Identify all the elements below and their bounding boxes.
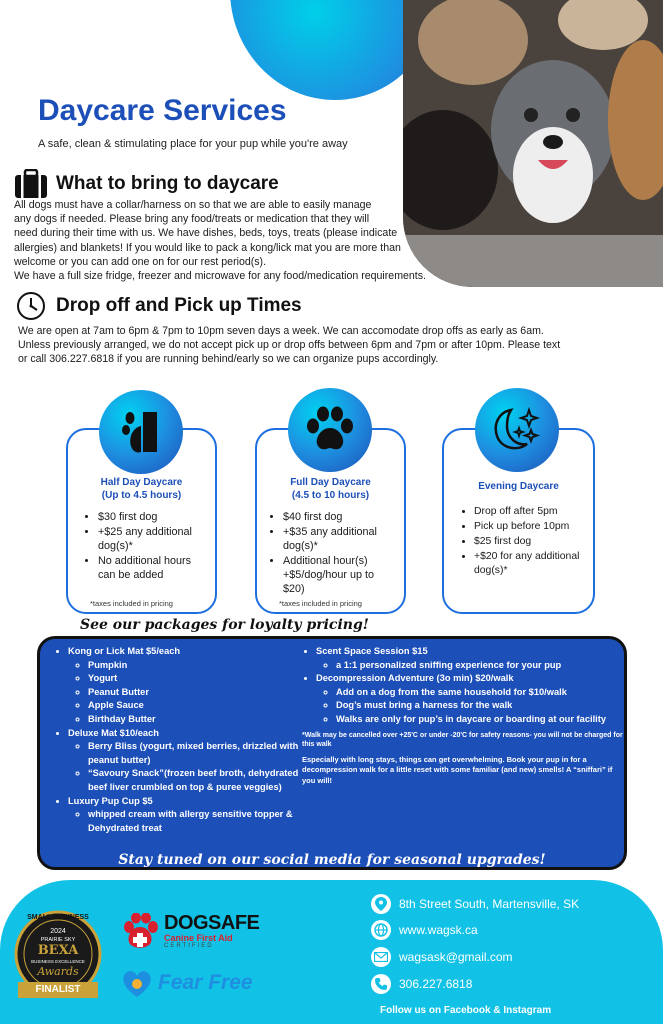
list-item: ◦ Dog’s must bring a harness for the walk [336,699,626,713]
list-item: • Drop off after 5pm [474,505,587,519]
list-item: • No additional hours can be added [98,554,209,582]
award-name: BEXA [37,943,79,958]
list-item: • $25 first dog [474,535,587,549]
list-item: ◦ Add on a dog from the same household for $10/walk [336,686,626,700]
packages-banner: See our packages for loyalty pricing! [80,617,369,633]
dogsafe-cert: CERTIFIED [164,943,214,949]
envelope-icon [371,947,391,967]
award-brand: PRAIRIE SKY [40,937,76,943]
stay-tuned-banner: Stay tuned on our social media for seasonal upgrades! [118,852,546,868]
package-decompression: • Decompression Adventure (3o min) $20/walk ◦ Add on a dog from the same household for $10/walk ◦ Dog’s must bring a harness for the walk ◦ Walks are only for pup’s in daycare or boarding at our facility [316,672,626,726]
contact-address [371,894,579,914]
list-item: ◦ Yogurt [88,672,318,686]
bring-line: need during their time with us. We have dishes, beds, toys, treats (please indicate [14,227,398,240]
times-heading: Drop off and Pick up Times [56,295,302,316]
heart-paw-icon [120,966,154,1000]
award-badge [10,908,106,1004]
card-title: Full Day Daycare [290,477,371,488]
walk-cancel-note: *Walk may be cancelled over +25'C or under -20'C for safety reasons- you will not be charged for this walk [302,731,623,749]
list-item: • +$35 any additional dog(s)* [283,525,398,553]
package-scent-space: • Scent Space Session $15 ◦ a 1:1 personalized sniffing experience for your pup [316,645,626,672]
bring-line: any dogs if needed. Please bring any food/treats or medication that they will [14,213,370,226]
fear-free-logo [120,966,253,1000]
half-paw-icon [99,390,183,474]
package-pup-cup: • Luxury Pup Cup $5 ◦ whipped cream with allergy sensitive topper & Dehydrated treat [68,795,318,836]
follow-us-text: Follow us on Facebook & Instagram [380,1005,552,1016]
packages-left-column [48,645,318,835]
list-item: ◦ whipped cream with allergy sensitive topper & Dehydrated treat [88,808,318,835]
website-link[interactable]: www.wagsk.ca [399,923,478,937]
card-list [474,505,587,578]
list-item: • $40 first dog [283,510,398,524]
card-subtitle: (Up to 4.5 hours) [101,490,182,501]
card-subtitle: (4.5 to 10 hours) [291,490,370,501]
list-item: • Additional hour(s) +$5/dog/hour up to $20) [283,554,398,596]
package-kong: • Kong or Lick Mat $5/each ◦ Pumpkin ◦ Yogurt ◦ Peanut Butter ◦ Apple Sauce ◦ Birthday Butter [68,645,318,727]
contact-website[interactable] [371,920,478,940]
decompression-info: Especially with long stays, things can get overwhelming. Book your pup in for a decompression walk for a little reset with some familiar (and new) smells! A “sniffari” if you will! [302,754,613,785]
bring-paragraph [14,198,454,283]
times-line: or call 306.227.6818 if you are running behind/early so we can organize pups accordingly. [18,353,439,366]
paw-icon [288,388,372,472]
clock-icon [14,290,48,322]
phone-icon [371,974,391,994]
contact-email[interactable] [371,947,513,967]
list-item: ◦ Walks are only for pup’s in daycare or boarding at our facility [336,713,626,727]
bring-line: allergies) and blankets! If you would like to pack a kong/lick mat you are more than [14,241,401,254]
card-title: Half Day Daycare [100,477,183,488]
email-link[interactable]: wagsask@gmail.com [399,950,513,964]
page-title: Daycare Services [38,94,287,127]
tax-note: *taxes included in pricing [90,599,173,608]
times-section-header [14,290,302,322]
contact-phone[interactable] [371,974,472,994]
bring-line: All dogs must have a collar/harness on so that we are able to easily manage [14,199,372,211]
list-item: • Pick up before 10pm [474,520,587,534]
location-pin-icon [371,894,391,914]
card-list [283,510,398,596]
list-item: • +$20 for any additional dog(s)* [474,550,587,578]
card-title: Evening Daycare [478,481,559,492]
phone-text[interactable]: 306.227.6818 [399,977,473,991]
address-text: 8th Street South, Martensville, SK [399,897,580,911]
list-item: ◦ Berry Bliss (yogurt, mixed berries, drizzled with peanut butter) [88,740,318,767]
bring-line: welcome or you can add one on for our rest period(s). [14,255,267,268]
page-subtitle: A safe, clean & stimulating place for your pup while you're away [38,138,348,150]
dogsafe-sub: Canine First Aid [164,933,233,943]
bring-heading: What to bring to daycare [56,173,279,194]
award-awards: Awards [37,965,79,978]
package-deluxe-mat: • Deluxe Mat $10/each ◦ Berry Bliss (yogurt, mixed berries, drizzled with peanut butter) ◦ “Savoury Snack”(frozen beef broth, dehydrated beef liver crumbled on top & puree veggies) [68,727,318,795]
list-item: • +$25 any additional dog(s)* [98,525,209,553]
award-finalist: FINALIST [35,984,81,995]
award-line1: SMALL BUSINESS [27,914,89,921]
award-year: 2024 [50,928,66,935]
list-item: ◦ Peanut Butter [88,686,318,700]
card-list [98,510,209,582]
times-line: Unless previously arranged, we do not accept pick up or drop offs between 6pm and 7pm or after 10pm. Please text [18,339,561,352]
globe-icon [371,920,391,940]
moon-stars-icon [475,388,559,472]
bring-section-header [14,168,279,200]
award-tag: BUSINESS EXCELLENCE [31,959,85,964]
dogsafe-paw-icon [122,913,158,949]
fear-free-text: Fear Free [158,971,253,994]
dogsafe-name: DOGSAFE [164,912,260,934]
tax-note: *taxes included in pricing [279,599,362,608]
times-line: We are open at 7am to 6pm & 7pm to 10pm seven days a week. We can accomodate drop offs as early as 6am. [18,325,544,337]
times-paragraph [18,324,608,367]
packages-right-column [296,645,626,786]
list-item: • $30 first dog [98,510,209,524]
list-item: ◦ Pumpkin [88,659,318,673]
list-item: ◦ Apple Sauce [88,699,318,713]
dogsafe-logo [122,913,259,949]
list-item: ◦ “Savoury Snack”(frozen beef broth, dehydrated beef liver crumbled on top & puree veggies) [88,767,318,794]
list-item: ◦ a 1:1 personalized sniffing experience for your pup [336,659,626,673]
list-item: ◦ Birthday Butter [88,713,318,727]
packages-panel [37,636,627,870]
bring-line: We have a full size fridge, freezer and microwave for any food/medication requirements. [14,270,426,283]
suitcase-icon [14,168,48,200]
